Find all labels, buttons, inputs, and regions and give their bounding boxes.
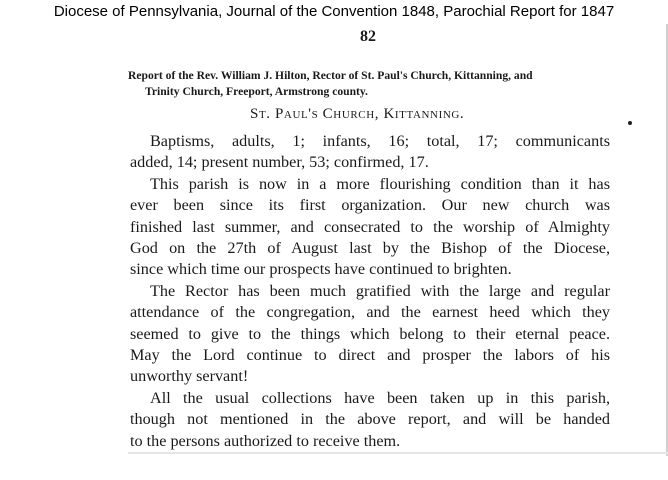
- text-line: This parish is now in a more flourishing condition than it has: [150, 174, 610, 193]
- text-line: The Rector has been much gratified with the large and regular: [150, 281, 610, 300]
- page-number: 82: [360, 28, 376, 45]
- text-line: added, 14; present number, 53; confirmed, 17.: [130, 153, 429, 172]
- text-line: Baptisms, adults, 1; infants, 16; total, 17; communicants: [150, 132, 610, 150]
- report-heading: [128, 68, 618, 100]
- report-heading-line: Report of the Rev. William J. Hilton, Rector of St. Paul's Church, Kittanning, and: [128, 69, 533, 82]
- text-line: finished last summer, and consecrated to the worship of Almighty: [130, 217, 610, 236]
- scan-bottom-edge: [128, 452, 668, 454]
- text-line: All the usual collections have been taken up in this parish,: [150, 388, 610, 407]
- text-line: seemed to give to the things which belong to their eternal peace.: [130, 324, 610, 343]
- text-line: May the Lord continue to direct and prosper the labors of his: [130, 346, 610, 365]
- document-caption: Diocese of Pennsylvania, Journal of the Convention 1848, Parochial Report for 1847: [53, 3, 615, 20]
- text-line: though not mentioned in the above report, and will be handed: [130, 410, 610, 429]
- text-line: attendance of the congregation, and the earnest heed which they: [130, 303, 610, 322]
- scan-speck: [628, 121, 632, 125]
- text-line: ever been since its first organization. Our new church was: [130, 196, 610, 215]
- text-line: since which time our prospects have continued to brighten.: [130, 260, 512, 279]
- text-line: God on the 27th of August last by the Bishop of the Diocese,: [130, 239, 610, 258]
- text-line: to the persons authorized to receive them.: [130, 431, 401, 450]
- report-body: [130, 131, 610, 452]
- text-line: unworthy servant!: [130, 367, 249, 386]
- report-heading-line: Trinity Church, Freeport, Armstrong county.: [145, 85, 368, 98]
- section-title: St. Paul's Church, Kittanning.: [250, 106, 465, 122]
